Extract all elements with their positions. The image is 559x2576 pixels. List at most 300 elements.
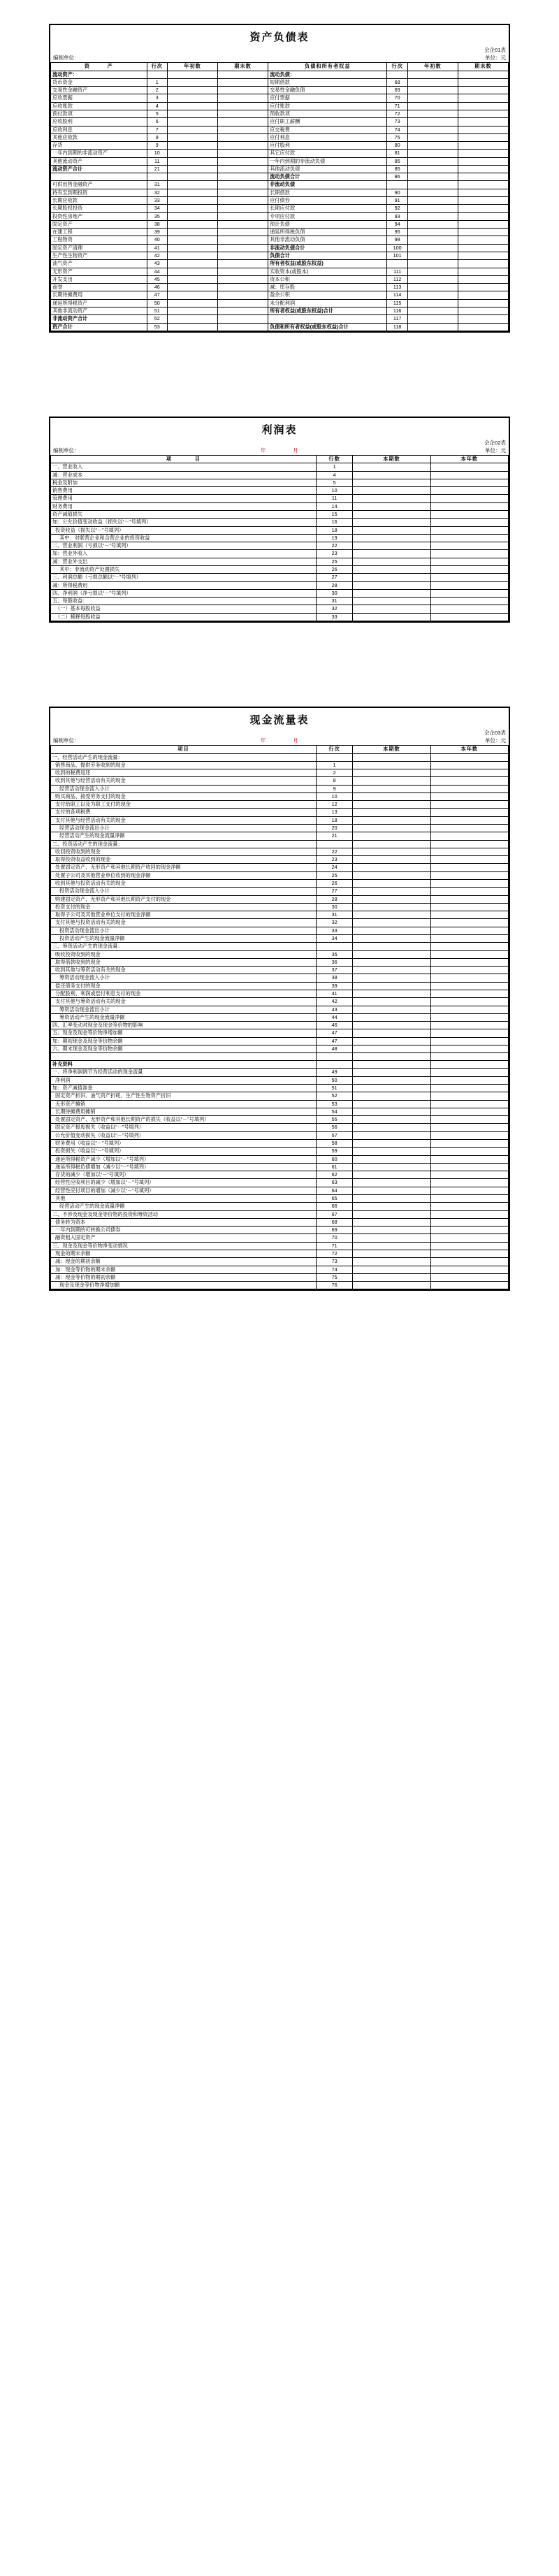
asset-begin-value[interactable] [168,229,218,236]
asset-begin-value[interactable] [168,165,218,173]
asset-end-value[interactable] [218,260,268,268]
year-to-date-value[interactable] [430,1069,508,1076]
current-period-value[interactable] [353,566,430,574]
asset-begin-value[interactable] [168,260,218,268]
asset-end-value[interactable] [218,291,268,299]
liability-end-value[interactable] [458,181,508,189]
asset-end-value[interactable] [218,252,268,260]
asset-begin-value[interactable] [168,212,218,220]
liability-begin-value[interactable] [407,157,458,165]
asset-end-value[interactable] [218,157,268,165]
liability-begin-value[interactable] [407,205,458,212]
liability-begin-value[interactable] [407,150,458,157]
asset-begin-value[interactable] [168,126,218,133]
current-period-value[interactable] [353,816,430,824]
year-to-date-value[interactable] [430,793,508,800]
year-to-date-value[interactable] [430,785,508,793]
asset-end-value[interactable] [218,78,268,86]
liability-end-value[interactable] [458,323,508,331]
liability-begin-value[interactable] [407,315,458,323]
liability-begin-value[interactable] [407,165,458,173]
current-period-value[interactable] [353,1092,430,1100]
liability-end-value[interactable] [458,252,508,260]
year-to-date-value[interactable] [430,1194,508,1202]
year-to-date-value[interactable] [430,1258,508,1266]
year-to-date-value[interactable] [430,1116,508,1124]
year-to-date-value[interactable] [430,511,508,519]
current-period-value[interactable] [353,1006,430,1013]
year-to-date-value[interactable] [430,880,508,888]
current-period-value[interactable] [353,753,430,761]
current-period-value[interactable] [353,581,430,589]
year-to-date-value[interactable] [430,1013,508,1021]
current-period-value[interactable] [353,1085,430,1092]
asset-end-value[interactable] [218,236,268,244]
asset-begin-value[interactable] [168,189,218,196]
current-period-value[interactable] [353,1069,430,1076]
asset-begin-value[interactable] [168,71,218,78]
asset-begin-value[interactable] [168,299,218,307]
year-to-date-value[interactable] [430,825,508,832]
current-period-value[interactable] [353,958,430,966]
liability-end-value[interactable] [458,126,508,133]
liability-end-value[interactable] [458,133,508,141]
current-period-value[interactable] [353,1234,430,1242]
year-to-date-value[interactable] [430,864,508,871]
liability-begin-value[interactable] [407,110,458,117]
liability-end-value[interactable] [458,157,508,165]
year-to-date-value[interactable] [430,1076,508,1084]
year-to-date-value[interactable] [430,934,508,942]
current-period-value[interactable] [353,777,430,785]
year-to-date-value[interactable] [430,1140,508,1148]
asset-end-value[interactable] [218,229,268,236]
liability-begin-value[interactable] [407,323,458,331]
liability-begin-value[interactable] [407,142,458,150]
year-to-date-value[interactable] [430,1061,508,1069]
current-period-value[interactable] [353,613,430,621]
current-period-value[interactable] [353,1013,430,1021]
year-to-date-value[interactable] [430,1218,508,1226]
liability-end-value[interactable] [458,229,508,236]
asset-begin-value[interactable] [168,94,218,102]
asset-end-value[interactable] [218,142,268,150]
year-to-date-value[interactable] [430,943,508,950]
year-to-date-value[interactable] [430,471,508,479]
year-to-date-value[interactable] [430,1006,508,1013]
liability-begin-value[interactable] [407,236,458,244]
liability-begin-value[interactable] [407,299,458,307]
year-to-date-value[interactable] [430,1163,508,1171]
current-period-value[interactable] [353,526,430,534]
year-to-date-value[interactable] [430,1053,508,1061]
year-to-date-value[interactable] [430,1148,508,1155]
year-to-date-value[interactable] [430,1282,508,1289]
liability-begin-value[interactable] [407,260,458,268]
current-period-value[interactable] [353,1171,430,1179]
current-period-value[interactable] [353,903,430,911]
current-period-value[interactable] [353,974,430,982]
current-period-value[interactable] [353,919,430,927]
year-to-date-value[interactable] [430,809,508,816]
liability-begin-value[interactable] [407,173,458,181]
current-period-value[interactable] [353,1258,430,1266]
current-period-value[interactable] [353,1250,430,1257]
current-period-value[interactable] [353,495,430,502]
asset-begin-value[interactable] [168,315,218,323]
year-to-date-value[interactable] [430,463,508,471]
current-period-value[interactable] [353,471,430,479]
current-period-value[interactable] [353,769,430,777]
liability-begin-value[interactable] [407,71,458,78]
liability-end-value[interactable] [458,260,508,268]
liability-begin-value[interactable] [407,307,458,314]
current-period-value[interactable] [353,534,430,542]
year-to-date-value[interactable] [430,919,508,927]
year-to-date-value[interactable] [430,519,508,526]
current-period-value[interactable] [353,463,430,471]
year-to-date-value[interactable] [430,911,508,919]
asset-begin-value[interactable] [168,205,218,212]
current-period-value[interactable] [353,1053,430,1061]
current-period-value[interactable] [353,967,430,974]
asset-end-value[interactable] [218,71,268,78]
current-period-value[interactable] [353,895,430,903]
year-to-date-value[interactable] [430,840,508,848]
year-to-date-value[interactable] [430,856,508,864]
year-to-date-value[interactable] [430,1124,508,1131]
liability-begin-value[interactable] [407,229,458,236]
current-period-value[interactable] [353,1273,430,1281]
asset-end-value[interactable] [218,205,268,212]
year-to-date-value[interactable] [430,888,508,895]
current-period-value[interactable] [353,542,430,550]
year-to-date-value[interactable] [430,1085,508,1092]
liability-end-value[interactable] [458,94,508,102]
liability-end-value[interactable] [458,268,508,275]
asset-begin-value[interactable] [168,284,218,291]
asset-end-value[interactable] [218,275,268,283]
asset-begin-value[interactable] [168,110,218,117]
current-period-value[interactable] [353,990,430,997]
year-to-date-value[interactable] [430,558,508,565]
current-period-value[interactable] [353,1076,430,1084]
asset-begin-value[interactable] [168,181,218,189]
asset-begin-value[interactable] [168,78,218,86]
current-period-value[interactable] [353,1100,430,1108]
year-to-date-value[interactable] [430,1108,508,1115]
year-to-date-value[interactable] [430,1250,508,1257]
liability-end-value[interactable] [458,307,508,314]
year-to-date-value[interactable] [430,1227,508,1234]
asset-end-value[interactable] [218,181,268,189]
year-to-date-value[interactable] [430,1155,508,1163]
current-period-value[interactable] [353,888,430,895]
asset-end-value[interactable] [218,94,268,102]
year-to-date-value[interactable] [430,1131,508,1139]
current-period-value[interactable] [353,1140,430,1148]
asset-end-value[interactable] [218,150,268,157]
current-period-value[interactable] [353,1203,430,1210]
year-to-date-value[interactable] [430,1234,508,1242]
current-period-value[interactable] [353,793,430,800]
current-period-value[interactable] [353,1155,430,1163]
year-to-date-value[interactable] [430,761,508,769]
year-to-date-value[interactable] [430,1242,508,1250]
year-to-date-value[interactable] [430,542,508,550]
current-period-value[interactable] [353,1022,430,1029]
current-period-value[interactable] [353,511,430,519]
current-period-value[interactable] [353,832,430,840]
liability-end-value[interactable] [458,142,508,150]
liability-begin-value[interactable] [407,284,458,291]
asset-end-value[interactable] [218,212,268,220]
current-period-value[interactable] [353,1045,430,1052]
year-to-date-value[interactable] [430,479,508,486]
asset-begin-value[interactable] [168,118,218,126]
year-to-date-value[interactable] [430,1092,508,1100]
liability-begin-value[interactable] [407,252,458,260]
current-period-value[interactable] [353,1037,430,1045]
year-to-date-value[interactable] [430,1171,508,1179]
year-to-date-value[interactable] [430,574,508,581]
current-period-value[interactable] [353,1218,430,1226]
asset-end-value[interactable] [218,323,268,331]
year-to-date-value[interactable] [430,753,508,761]
year-to-date-value[interactable] [430,1100,508,1108]
asset-begin-value[interactable] [168,197,218,205]
current-period-value[interactable] [353,550,430,558]
year-to-date-value[interactable] [430,871,508,879]
asset-end-value[interactable] [218,133,268,141]
liability-begin-value[interactable] [407,244,458,252]
current-period-value[interactable] [353,574,430,581]
liability-end-value[interactable] [458,284,508,291]
current-period-value[interactable] [353,840,430,848]
year-to-date-value[interactable] [430,801,508,809]
asset-begin-value[interactable] [168,157,218,165]
year-to-date-value[interactable] [430,566,508,574]
year-to-date-value[interactable] [430,982,508,990]
year-to-date-value[interactable] [430,777,508,785]
current-period-value[interactable] [353,880,430,888]
year-to-date-value[interactable] [430,1037,508,1045]
year-to-date-value[interactable] [430,581,508,589]
liability-end-value[interactable] [458,244,508,252]
asset-begin-value[interactable] [168,150,218,157]
current-period-value[interactable] [353,761,430,769]
liability-end-value[interactable] [458,315,508,323]
liability-begin-value[interactable] [407,275,458,283]
current-period-value[interactable] [353,1116,430,1124]
liability-end-value[interactable] [458,102,508,110]
asset-begin-value[interactable] [168,307,218,314]
liability-begin-value[interactable] [407,126,458,133]
liability-end-value[interactable] [458,87,508,94]
year-to-date-value[interactable] [430,950,508,958]
asset-end-value[interactable] [218,244,268,252]
asset-begin-value[interactable] [168,275,218,283]
year-to-date-value[interactable] [430,598,508,605]
current-period-value[interactable] [353,801,430,809]
year-to-date-value[interactable] [430,1210,508,1218]
year-to-date-value[interactable] [430,1029,508,1037]
year-to-date-value[interactable] [430,927,508,934]
year-to-date-value[interactable] [430,589,508,597]
year-to-date-value[interactable] [430,816,508,824]
liability-begin-value[interactable] [407,133,458,141]
liability-begin-value[interactable] [407,87,458,94]
year-to-date-value[interactable] [430,613,508,621]
current-period-value[interactable] [353,943,430,950]
asset-end-value[interactable] [218,126,268,133]
current-period-value[interactable] [353,809,430,816]
current-period-value[interactable] [353,1242,430,1250]
liability-end-value[interactable] [458,212,508,220]
asset-begin-value[interactable] [168,173,218,181]
liability-end-value[interactable] [458,205,508,212]
liability-end-value[interactable] [458,197,508,205]
year-to-date-value[interactable] [430,1179,508,1187]
current-period-value[interactable] [353,1124,430,1131]
asset-end-value[interactable] [218,118,268,126]
year-to-date-value[interactable] [430,605,508,613]
asset-begin-value[interactable] [168,268,218,275]
current-period-value[interactable] [353,479,430,486]
year-to-date-value[interactable] [430,534,508,542]
asset-begin-value[interactable] [168,323,218,331]
liability-begin-value[interactable] [407,291,458,299]
current-period-value[interactable] [353,589,430,597]
asset-begin-value[interactable] [168,244,218,252]
asset-begin-value[interactable] [168,133,218,141]
year-to-date-value[interactable] [430,967,508,974]
current-period-value[interactable] [353,1108,430,1115]
year-to-date-value[interactable] [430,487,508,495]
current-period-value[interactable] [353,605,430,613]
current-period-value[interactable] [353,998,430,1006]
asset-begin-value[interactable] [168,102,218,110]
asset-end-value[interactable] [218,299,268,307]
year-to-date-value[interactable] [430,903,508,911]
asset-begin-value[interactable] [168,252,218,260]
asset-end-value[interactable] [218,268,268,275]
asset-begin-value[interactable] [168,87,218,94]
asset-end-value[interactable] [218,284,268,291]
liability-end-value[interactable] [458,165,508,173]
current-period-value[interactable] [353,856,430,864]
current-period-value[interactable] [353,1266,430,1273]
current-period-value[interactable] [353,1282,430,1289]
current-period-value[interactable] [353,825,430,832]
asset-begin-value[interactable] [168,236,218,244]
liability-end-value[interactable] [458,299,508,307]
liability-begin-value[interactable] [407,197,458,205]
year-to-date-value[interactable] [430,1273,508,1281]
asset-end-value[interactable] [218,87,268,94]
year-to-date-value[interactable] [430,1045,508,1052]
current-period-value[interactable] [353,1163,430,1171]
year-to-date-value[interactable] [430,1266,508,1273]
asset-end-value[interactable] [218,173,268,181]
current-period-value[interactable] [353,487,430,495]
asset-end-value[interactable] [218,189,268,196]
asset-end-value[interactable] [218,165,268,173]
year-to-date-value[interactable] [430,848,508,855]
liability-begin-value[interactable] [407,102,458,110]
asset-end-value[interactable] [218,315,268,323]
asset-end-value[interactable] [218,197,268,205]
current-period-value[interactable] [353,519,430,526]
liability-begin-value[interactable] [407,94,458,102]
asset-end-value[interactable] [218,110,268,117]
current-period-value[interactable] [353,1179,430,1187]
year-to-date-value[interactable] [430,832,508,840]
liability-begin-value[interactable] [407,268,458,275]
current-period-value[interactable] [353,934,430,942]
year-to-date-value[interactable] [430,895,508,903]
asset-end-value[interactable] [218,102,268,110]
liability-end-value[interactable] [458,291,508,299]
year-to-date-value[interactable] [430,998,508,1006]
liability-end-value[interactable] [458,275,508,283]
current-period-value[interactable] [353,1061,430,1069]
current-period-value[interactable] [353,927,430,934]
current-period-value[interactable] [353,1187,430,1194]
current-period-value[interactable] [353,785,430,793]
year-to-date-value[interactable] [430,990,508,997]
current-period-value[interactable] [353,911,430,919]
asset-end-value[interactable] [218,307,268,314]
liability-end-value[interactable] [458,220,508,228]
current-period-value[interactable] [353,1148,430,1155]
liability-end-value[interactable] [458,236,508,244]
asset-begin-value[interactable] [168,291,218,299]
liability-end-value[interactable] [458,71,508,78]
current-period-value[interactable] [353,598,430,605]
year-to-date-value[interactable] [430,495,508,502]
year-to-date-value[interactable] [430,958,508,966]
current-period-value[interactable] [353,982,430,990]
liability-end-value[interactable] [458,118,508,126]
liability-begin-value[interactable] [407,181,458,189]
liability-begin-value[interactable] [407,118,458,126]
current-period-value[interactable] [353,1029,430,1037]
liability-begin-value[interactable] [407,189,458,196]
liability-end-value[interactable] [458,189,508,196]
year-to-date-value[interactable] [430,769,508,777]
liability-end-value[interactable] [458,110,508,117]
liability-begin-value[interactable] [407,220,458,228]
liability-end-value[interactable] [458,150,508,157]
liability-end-value[interactable] [458,173,508,181]
asset-begin-value[interactable] [168,142,218,150]
current-period-value[interactable] [353,1194,430,1202]
current-period-value[interactable] [353,1227,430,1234]
current-period-value[interactable] [353,1210,430,1218]
year-to-date-value[interactable] [430,1022,508,1029]
liability-begin-value[interactable] [407,212,458,220]
asset-end-value[interactable] [218,220,268,228]
year-to-date-value[interactable] [430,502,508,510]
current-period-value[interactable] [353,950,430,958]
current-period-value[interactable] [353,864,430,871]
current-period-value[interactable] [353,848,430,855]
asset-begin-value[interactable] [168,220,218,228]
current-period-value[interactable] [353,558,430,565]
year-to-date-value[interactable] [430,1187,508,1194]
year-to-date-value[interactable] [430,1203,508,1210]
